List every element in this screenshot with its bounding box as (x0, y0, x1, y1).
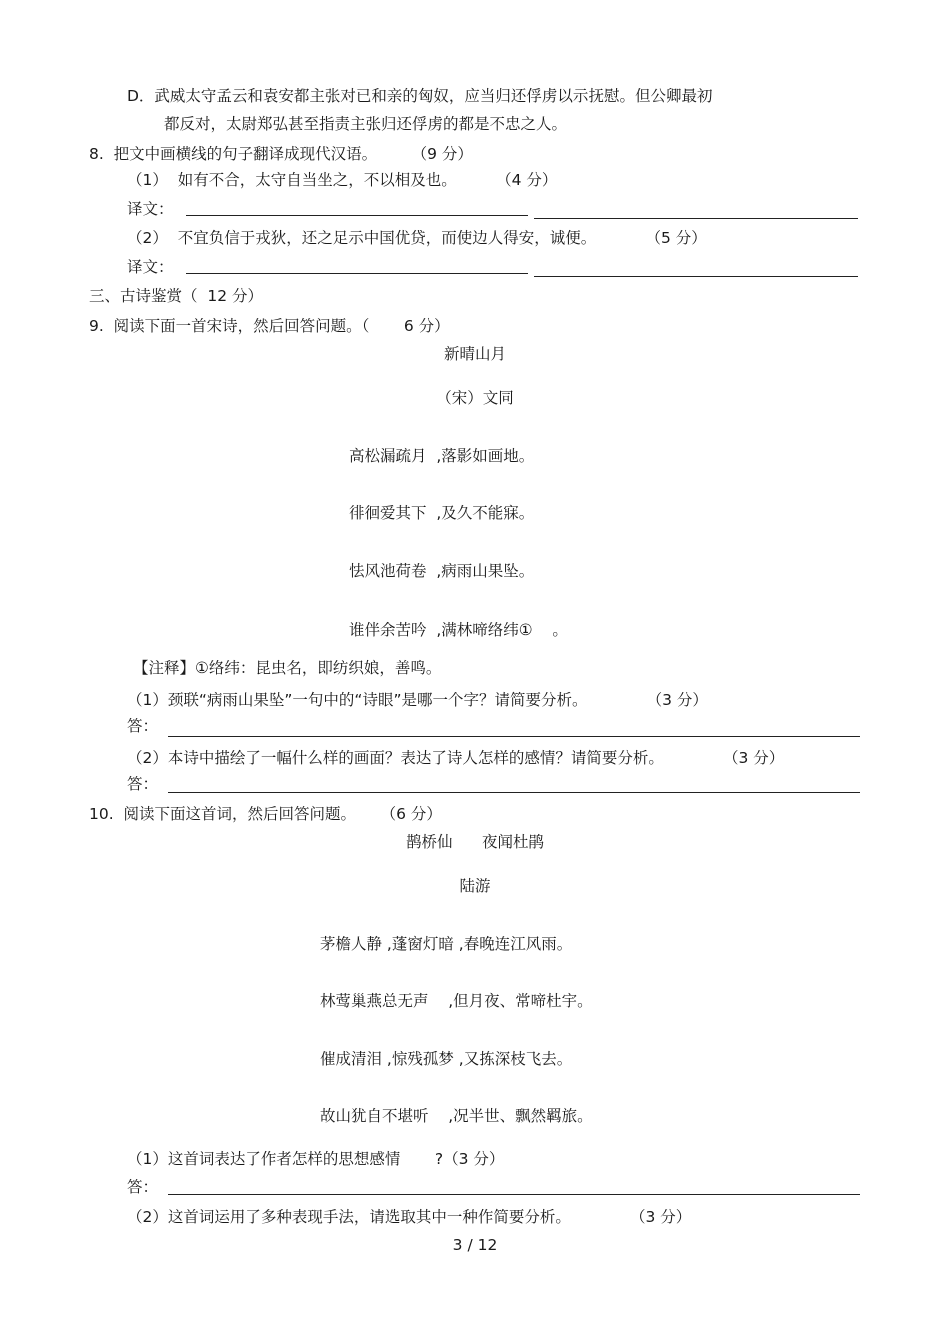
q9-poem-line: 高松漏疏月 ,落影如画地。 (349, 447, 535, 465)
q9-poem-title: 新晴山月 (443, 345, 506, 363)
answer-line[interactable] (168, 792, 860, 793)
option-d-line2: 都反对，太尉郑弘甚至指责主张归还俘虏的都是不忠之人。 (164, 115, 568, 133)
q10-title: 10. 阅读下面这首词，然后回答问题。 （6 分） (89, 805, 442, 823)
q10-poem-line: 林莺巢燕总无声 ,但月夜、常啼杜宇。 (320, 992, 593, 1010)
q9-poem-line: 徘徊爱其下 ,及久不能寐。 (349, 504, 535, 522)
q9-poem-author: （宋）文同 (436, 389, 514, 407)
q10-poem-line: 茅檐人静 ,蓬窗灯暗 ,春晚连江风雨。 (320, 935, 573, 953)
q9-answer-label-1: 答： (127, 717, 159, 735)
q9-answer-label-2: 答： (127, 775, 159, 793)
q8-sentence-2: （2） 不宜负信于戎狄，还之足示中国优贷，而使边人得安，诚便。 （5 分） (127, 229, 707, 247)
answer-line[interactable] (168, 736, 860, 737)
q9-poem-line: 谁伴余苦吟 ,满林啼络纬① 。 (349, 621, 568, 639)
q8-translate-label-2: 译文： (127, 258, 174, 276)
q10-poem-line: 故山犹自不堪听 ,况半世、飘然羁旅。 (320, 1107, 593, 1125)
q9-question-1: （1）颈联“病雨山果坠”一句中的“诗眼”是哪一个字？请简要分析。 （3 分） (127, 691, 708, 709)
q8-translate-label-1: 译文： (127, 200, 174, 218)
q10-question-2: （2）这首词运用了多种表现手法，请选取其中一种作简要分析。 （3 分） (127, 1208, 692, 1226)
q10-poem-title: 鹊桥仙 夜闻杜鹃 (405, 833, 545, 851)
q10-answer-label-1: 答： (127, 1178, 159, 1196)
q9-poem-line: 怯风池荷卷 ,病雨山果坠。 (349, 562, 535, 580)
q10-poem-author: 陆游 (459, 877, 491, 895)
q9-title: 9. 阅读下面一首宋诗，然后回答问题。（ 6 分） (89, 317, 450, 335)
q9-note: 【注释】①络纬：昆虫名，即纺织娘，善鸣。 (133, 659, 442, 677)
page-number: 3 / 12 (452, 1236, 498, 1254)
q10-poem-line: 催成清泪 ,惊残孤梦 ,又拣深枝飞去。 (320, 1050, 573, 1068)
answer-line[interactable] (168, 1194, 860, 1195)
q9-question-2: （2）本诗中描绘了一幅什么样的画面？表达了诗人怎样的感情？请简要分析。 （3 分） (127, 749, 785, 767)
answer-line[interactable] (186, 215, 528, 216)
q8-title: 8. 把文中画横线的句子翻译成现代汉语。 （9 分） (89, 145, 473, 163)
answer-line[interactable] (186, 273, 528, 274)
section-3-title: 三、古诗鉴赏（ 12 分） (89, 287, 264, 305)
option-d-line1: D．武威太守孟云和袁安都主张对已和亲的匈奴，应当归还俘虏以示抚慰。但公卿最初 (127, 87, 713, 105)
q8-sentence-1: （1） 如有不合，太守自当坐之，不以相及也。 （4 分） (127, 171, 558, 189)
answer-line[interactable] (534, 276, 858, 277)
q10-question-1: （1）这首词表达了作者怎样的思想感情 ?（3 分） (127, 1150, 505, 1168)
answer-line[interactable] (534, 218, 858, 219)
